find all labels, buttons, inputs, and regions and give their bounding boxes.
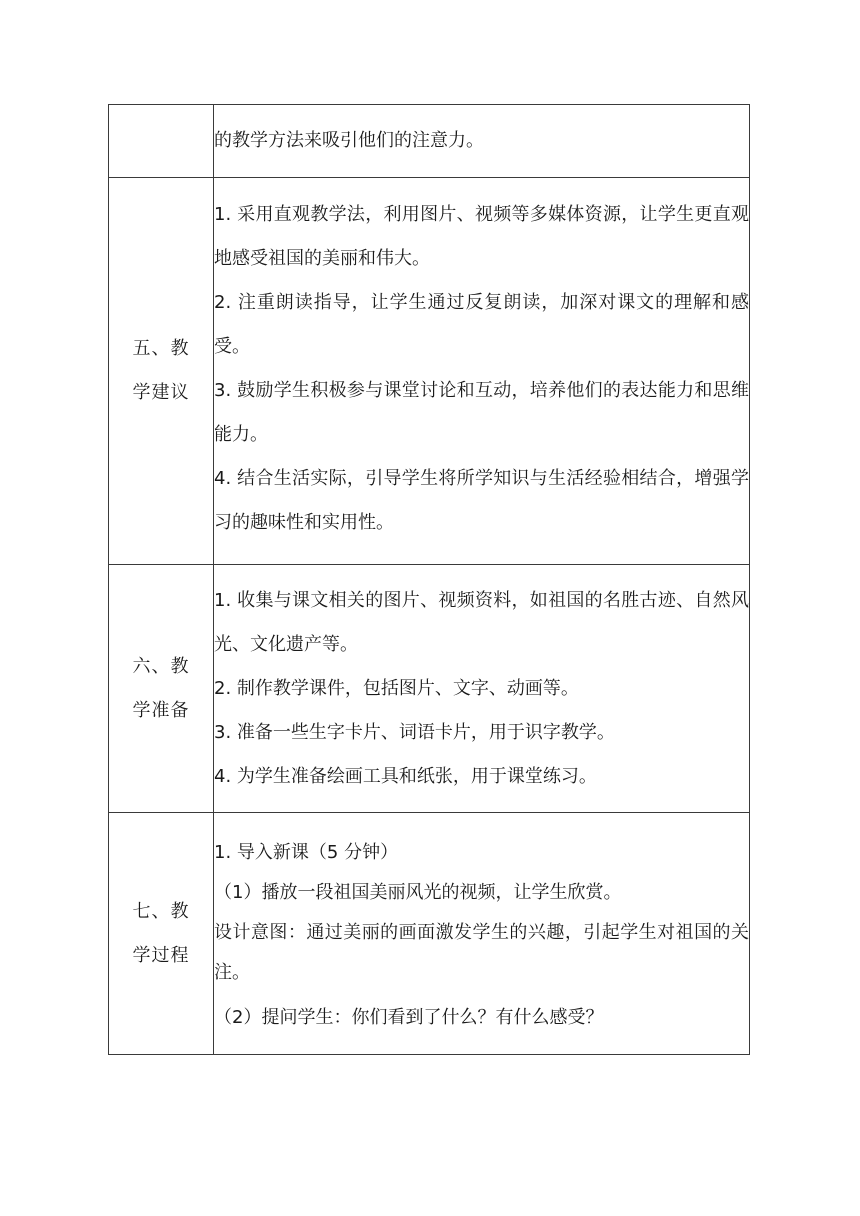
- list-item: 3. 准备一些生字卡片、词语卡片，用于识字教学。: [214, 722, 615, 743]
- list-item: 4. 为学生准备绘画工具和纸张，用于课堂练习。: [214, 766, 597, 787]
- label-line: 五、教: [132, 338, 190, 359]
- sub-step: （2）提问学生：你们看到了什么？有什么感受？: [214, 1007, 604, 1028]
- label-line: 六、教: [132, 655, 190, 677]
- lesson-plan-table: [108, 104, 750, 1055]
- row-label: [109, 813, 214, 1055]
- label-line: 七、教: [132, 900, 190, 922]
- row-content: [214, 565, 750, 813]
- row-label: [109, 565, 214, 813]
- row-content: [214, 813, 750, 1055]
- label-line: 学建议: [132, 382, 190, 403]
- list-item: 2. 注重朗读指导，让学生通过反复朗读，加深对课文的理解和感受。: [214, 292, 749, 357]
- table-row: [109, 105, 750, 178]
- continued-text: 的教学方法来吸引他们的注意力。: [214, 130, 484, 151]
- row-content: [214, 105, 750, 178]
- row-label-empty: [109, 105, 214, 178]
- table-row-teaching-preparation: [109, 565, 750, 813]
- list-item: 1. 收集与课文相关的图片、视频资料，如祖国的名胜古迹、自然风光、文化遗产等。: [214, 590, 749, 655]
- list-item: 3. 鼓励学生积极参与课堂讨论和互动，培养他们的表达能力和思维能力。: [214, 380, 749, 445]
- list-item: 2. 制作教学课件，包括图片、文字、动画等。: [214, 678, 579, 699]
- label-line: 学过程: [132, 944, 190, 966]
- row-label: [109, 178, 214, 565]
- table-row-teaching-process: [109, 813, 750, 1055]
- sub-step: （1）播放一段祖国美丽风光的视频，让学生欣赏。: [214, 882, 622, 903]
- row-content: [214, 178, 750, 565]
- design-intent: 设计意图：通过美丽的画面激发学生的兴趣，引起学生对祖国的关注。: [214, 922, 749, 983]
- list-item: 1. 采用直观教学法，利用图片、视频等多媒体资源，让学生更直观地感受祖国的美丽和伟大。: [214, 204, 749, 269]
- label-line: 学准备: [132, 699, 190, 721]
- table-row-teaching-suggestions: [109, 178, 750, 565]
- list-item: 4. 结合生活实际，引导学生将所学知识与生活经验相结合，增强学习的趣味性和实用性。: [214, 468, 749, 533]
- step-heading: 1. 导入新课（5 分钟）: [214, 842, 399, 863]
